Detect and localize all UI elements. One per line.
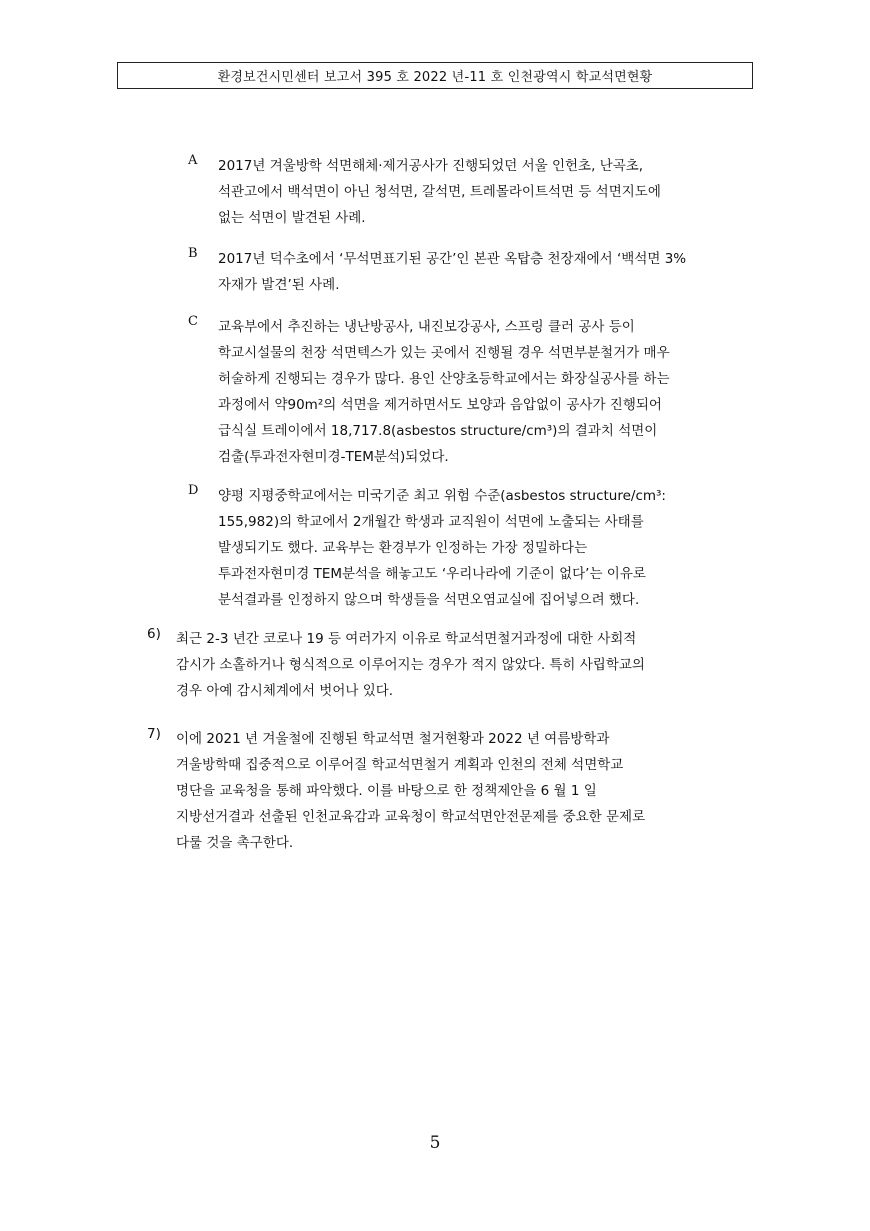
case-marker: B	[188, 246, 198, 261]
case-text: 2017년 덕수초에서 ‘무석면표기된 공간’인 본관 옥탑층 천장재에서 ‘백석면 3% 자재가 발견’된 사례.	[218, 251, 687, 293]
case-text: 교육부에서 추진하는 냉난방공사, 내진보강공사, 스프링 클러 공사 등이 학교시설물의 천장 석면텍스가 있는 곳에서 진행될 경우 석면부분철거가 매우 허술하게 진행되는 경우가 많다. 용인 산양초등학교에서는 화장실공사를 하는 과정에서 약90m²의 석면을 제거하면서도 보양과 음압없이 공사가 진행되어 급식실 트레이에서 18,717.8(asbestos structure/cm³)의 결과치 석면이 검출(투과전자현미경-TEM분석)되었다.	[218, 319, 670, 465]
case-text: 양평 지평중학교에서는 미국기준 최고 위험 수준(asbestos structure/cm³: 155,982)의 학교에서 2개월간 학생과 교직원이 석면에 노출되는 사태를 발생되기도 했다. 교육부는 환경부가 인정하는 가장 정밀하다는 투과전자현미경 TEM분석을 해놓고도 ‘우리나라에 기준이 없다’는 이유로 분석결과를 인정하지 않으며 학생들을 석면오염교실에 집어넣으려 했다.	[218, 488, 666, 608]
case-marker: A	[188, 153, 198, 168]
report-header	[117, 62, 753, 89]
point-text: 최근 2-3 년간 코로나 19 등 여러가지 이유로 학교석면철거과정에 대한 사회적 감시가 소홀하거나 형식적으로 이루어지는 경우가 적지 않았다. 특히 사립학교의 경우 아예 감시체계에서 벗어나 있다.	[176, 631, 645, 699]
case-marker: C	[188, 314, 198, 329]
point-marker: 6)	[147, 626, 161, 642]
page-number: 5	[429, 1133, 441, 1153]
case-marker: D	[188, 483, 199, 498]
case-text: 2017년 겨울방학 석면해체·제거공사가 진행되었던 서울 인헌초, 난곡초, 석관고에서 백석면이 아닌 청석면, 갈석면, 트레몰라이트석면 등 석면지도에 없는 석면이 발견된 사례.	[218, 158, 661, 226]
report-header-title: 환경보건시민센터 보고서 395 호 2022 년-11 호 인천광역시 학교석면현황	[217, 70, 653, 85]
point-text: 이에 2021 년 겨울철에 진행된 학교석면 철거현황과 2022 년 여름방학과 겨울방학때 집중적으로 이루어질 학교석면철거 계획과 인천의 전체 석면학교 명단을 교육청을 통해 파악했다. 이를 바탕으로 한 정책제안을 6 월 1 일 지방선거결과 선출된 인천교육감과 교육청이 학교석면안전문제를 중요한 문제로 다룰 것을 촉구한다.	[176, 731, 646, 851]
point-marker: 7)	[147, 726, 161, 742]
